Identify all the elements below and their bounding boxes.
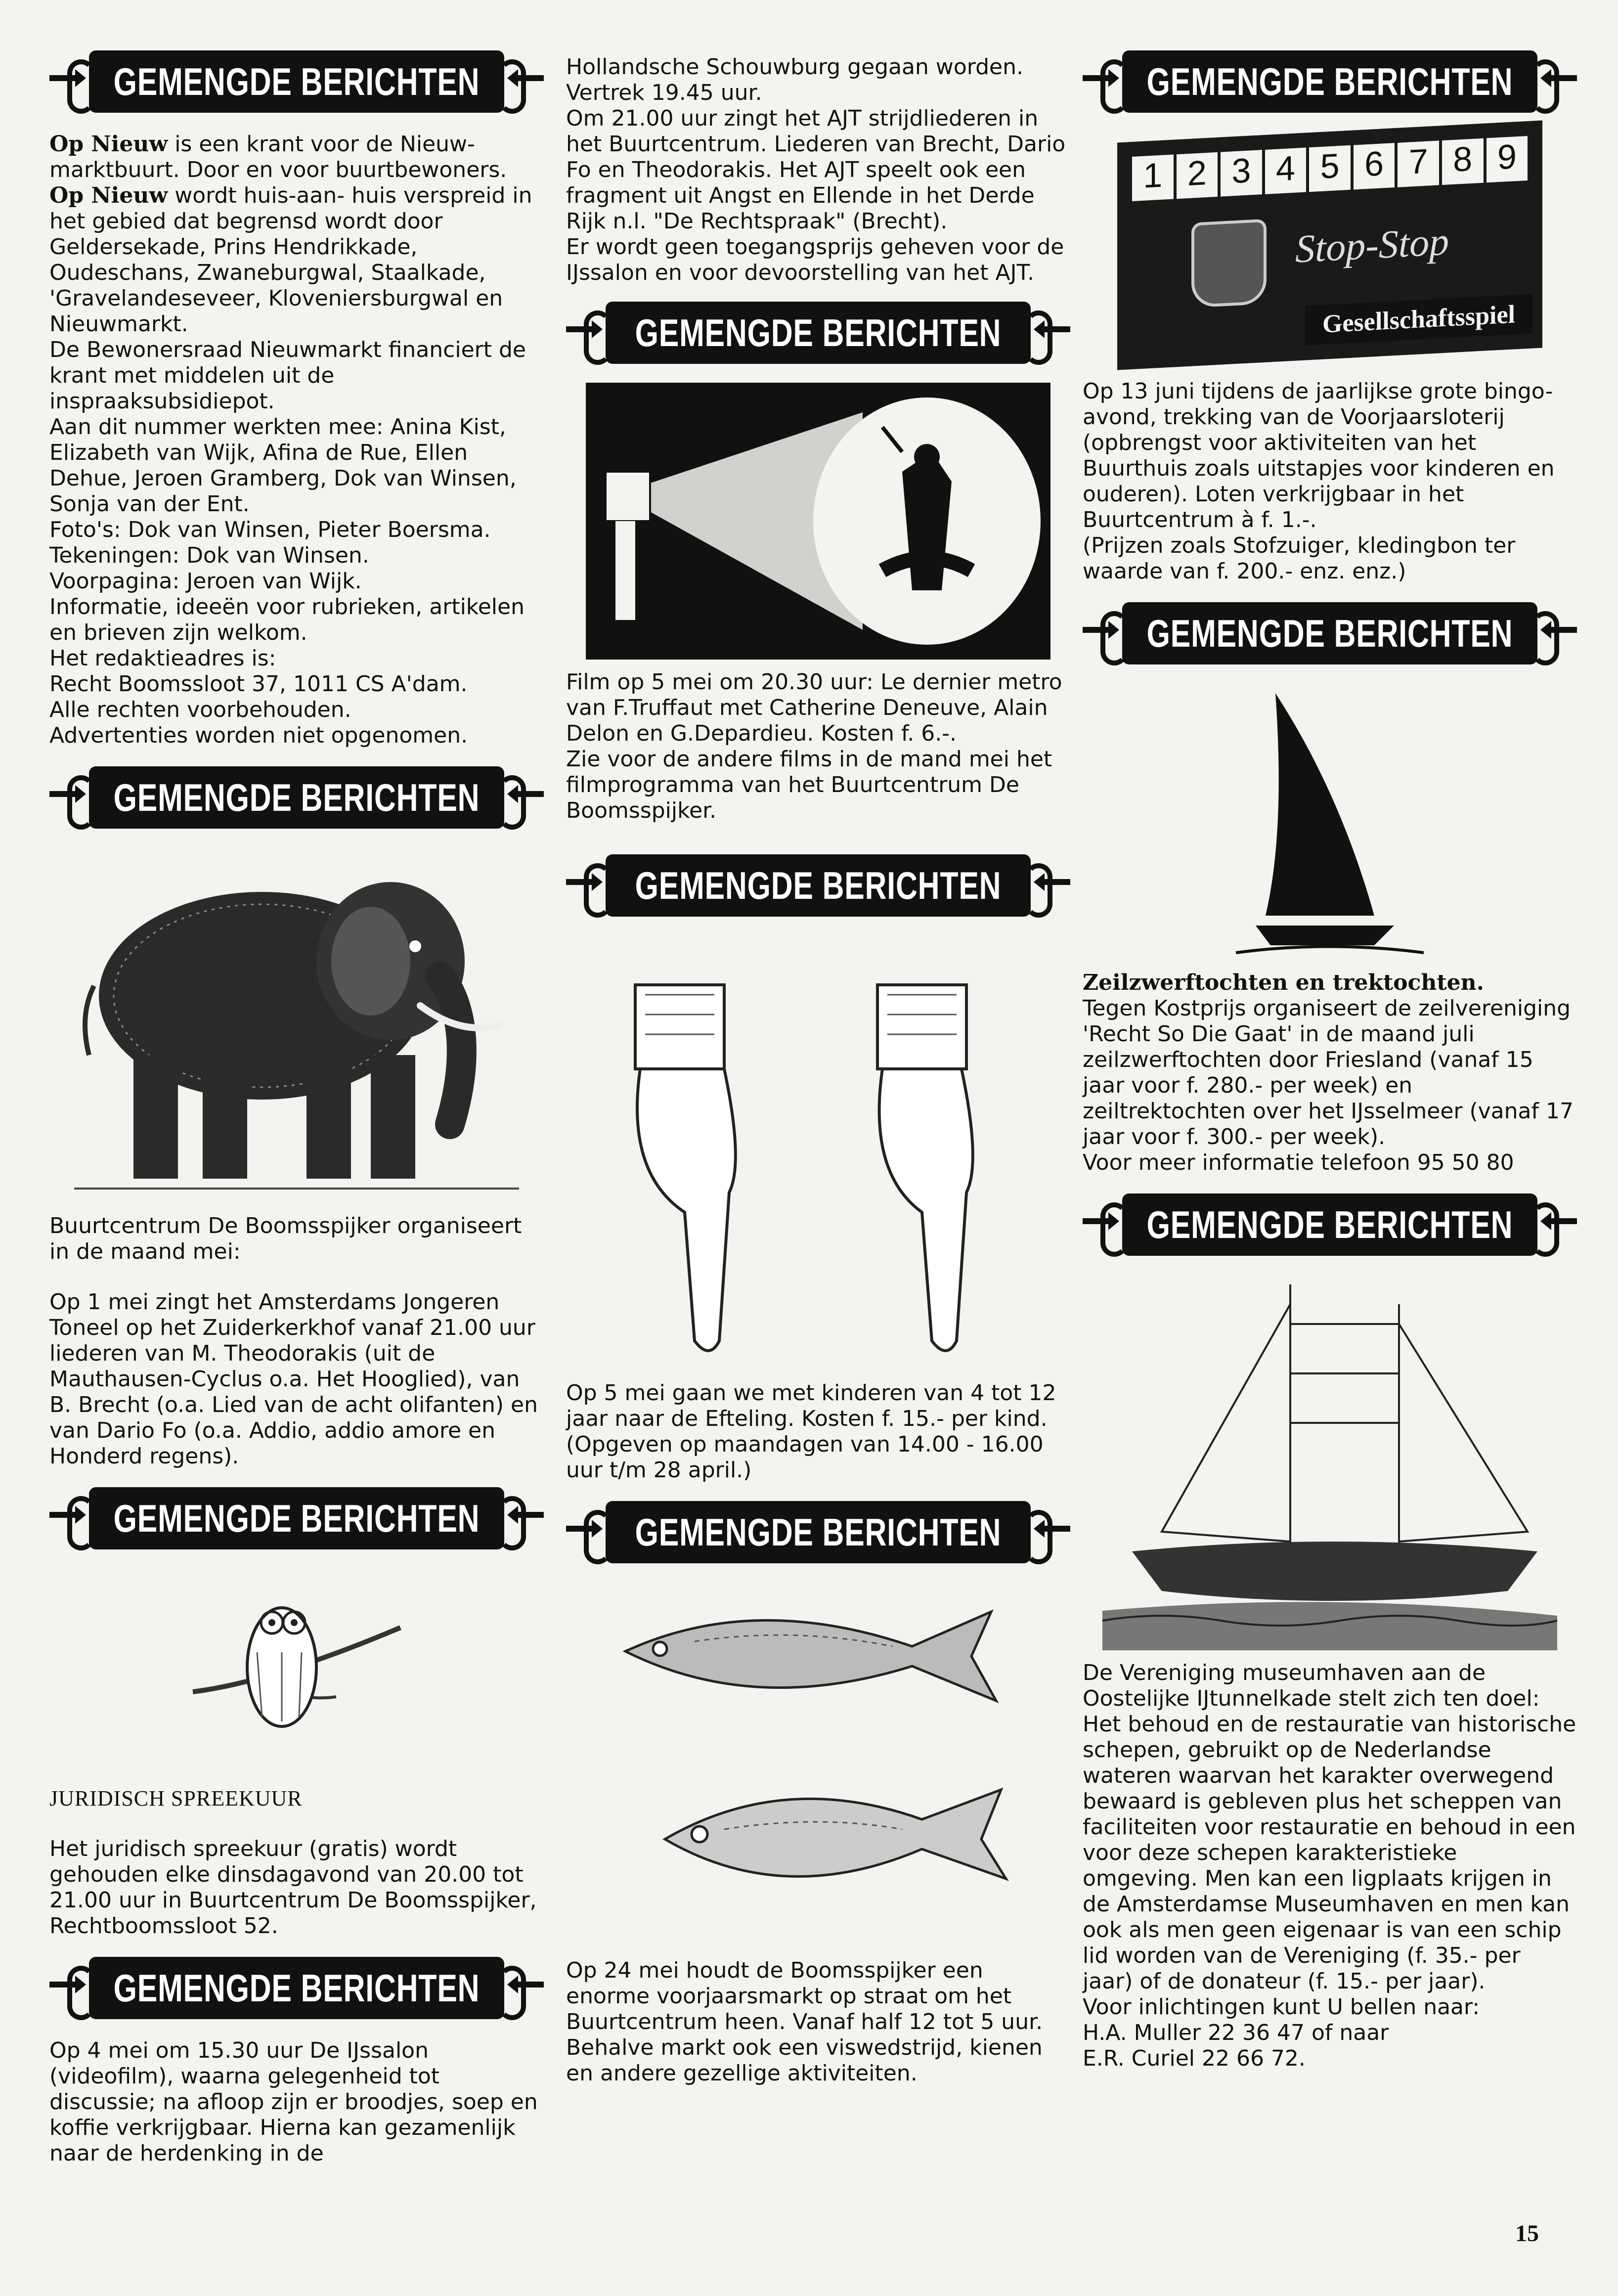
- section-banner: [1083, 596, 1577, 670]
- game-number: 1: [1132, 155, 1174, 201]
- banner-arrow-right-icon: [514, 791, 544, 797]
- credits-line: Voorpagina: Jeroen van Wijk.: [49, 569, 362, 594]
- dice-cup-icon: [1191, 219, 1267, 308]
- sailboat-illustration: [1206, 683, 1453, 960]
- banner-label: GEMENGDE BERICHTEN: [635, 310, 1002, 354]
- banner-label: GEMENGDE BERICHTEN: [1146, 59, 1513, 103]
- section-banner: [49, 44, 544, 119]
- zeil-title: Zeilzwerftochten en trektochten.: [1083, 970, 1484, 995]
- banner-label: GEMENGDE BERICHTEN: [113, 1966, 480, 2010]
- credits-line: Tekeningen: Dok van Winsen.: [49, 543, 369, 568]
- banner-arrow-right-icon: [1547, 75, 1577, 81]
- board-game-illustration: [1117, 120, 1542, 370]
- banner-arrow-right-icon: [1547, 627, 1577, 633]
- museum-paragraph: De Vereniging museumhaven aan de Oostelijke IJtunnelkade stelt zich ten doel: Het behoud en de restauratie van historische schepen, gebruikt op de Nederlandse wateren waarvan het karakter overwegend bewaard is gebleven plus het scheppen van faciliteiten voor restauratie en behoud in een voor deze schepen karakteristieke omgeving. Men kan een ligplaats krijgen in de Amsterdamse Museumhaven en men kan ook als men geen eigenaar is van een schip lid worden van de Vereniging (f. 35.- per jaar) of de donateur (f. 15.- per jaar).: [1083, 1660, 1576, 1994]
- credits-line: Advertenties worden niet opgenomen.: [49, 723, 468, 748]
- section-banner: [566, 1495, 1070, 1569]
- contact-line: H.A. Muller 22 36 47 of naar: [1083, 2020, 1389, 2045]
- banner-arrow-right-icon: [1547, 1218, 1577, 1224]
- credits-line: Recht Boomssloot 37, 1011 CS A'dam.: [49, 671, 468, 697]
- game-title: Stop-Stop: [1295, 220, 1449, 271]
- section-banner: [566, 848, 1070, 923]
- credits-line: Foto's: Dok van Winsen, Pieter Boersma.: [49, 517, 491, 542]
- elephant-illustration: [74, 847, 519, 1203]
- banner-label: GEMENGDE BERICHTEN: [1146, 611, 1513, 655]
- column-left: [49, 44, 544, 2166]
- may4-paragraph: Op 4 mei om 15.30 uur De IJssalon (videofilm), waarna gelegenheid tot discussie; na afloop zijn er broodjes, soep en koffie verkrijgbaar. Hierna kan gezamenlijk naar de herdenking in de: [49, 2038, 538, 2166]
- sailing-ship-illustration: [1102, 1275, 1557, 1650]
- credits-line: Aan dit nummer werkten mee: Anina Kist, Elizabeth van Wijk, Afina de Rue, Ellen Dehue, Jeroen Gramberg, Dok van Winsen, Sonja van der Ent.: [49, 414, 517, 517]
- game-number: 4: [1265, 148, 1307, 194]
- banner-arrow-right-icon: [1041, 879, 1070, 885]
- game-number: 5: [1309, 145, 1351, 192]
- bingo-paragraph: Op 13 juni tijdens de jaarlijkse grote bingo-avond, trekking van de Voorjaarsloterij (opbrengst voor aktiviteiten van het Buurthuis zoals uitstapjes voor kinderen en ouderen). Loten verkrijgbaar in het Buurtcentrum à f. 1.-.: [1083, 379, 1555, 532]
- banner-arrow-right-icon: [514, 75, 544, 81]
- info-phone: Voor meer informatie telefoon 95 50 80: [1083, 1150, 1514, 1175]
- credits-line: De Bewonersraad Nieuwmarkt financiert de krant met middelen uit de inspraaksubsidiepot.: [49, 337, 526, 414]
- banner-label: GEMENGDE BERICHTEN: [113, 1496, 480, 1540]
- banner-arrow-right-icon: [1041, 326, 1070, 332]
- section-banner: [566, 296, 1070, 370]
- section-banner: [1083, 44, 1577, 119]
- section-banner: [49, 1951, 544, 2025]
- ajt-paragraph: Om 21.00 uur zingt het AJT strijdliederen in het Buurtcentrum. Liederen van Brecht, Dario Fo en Theodorakis. Het AJT speelt ook een fragment uit Angst en Ellende in het Derde Rijk n.l. "De Rechtspraak" (Brecht).: [566, 106, 1066, 234]
- juridisch-title: JURIDISCH SPREEKUUR: [49, 1786, 303, 1810]
- section-banner: [49, 1481, 544, 1555]
- game-number: 6: [1354, 143, 1395, 189]
- zeil-paragraph: Tegen Kostprijs organiseert de zeilvereniging 'Recht So Die Gaat' in de maand juli zeilzwerftochten door Friesland (vanaf 15 jaar voor f. 280.- per week) en zeiltrektochten over het IJsselmeer (vanaf 17 jaar voor f. 300.- per week).: [1083, 996, 1574, 1149]
- markt-paragraph: Op 24 mei houdt de Boomsspijker een enorme voorjaarsmarkt op straat om het Buurtcentrum heen. Vanaf half 12 tot 5 uur. Behalve markt ook een viswedstrijd, kienen en andere gezellige aktiviteiten.: [566, 1958, 1043, 2086]
- credits-line: Alle rechten voorbehouden.: [49, 697, 351, 722]
- game-number: 7: [1398, 140, 1439, 187]
- schouwburg-paragraph: Hollandsche Schouwburg gegaan worden. Vertrek 19.45 uur.: [566, 54, 1023, 105]
- pointing-hands-illustration: [596, 935, 1041, 1370]
- banner-label: GEMENGDE BERICHTEN: [113, 59, 480, 103]
- projector-illustration: [586, 383, 1050, 660]
- prijzen-paragraph: (Prijzen zoals Stofzuiger, kledingbon ter waarde van f. 200.- enz. enz.): [1083, 533, 1516, 584]
- juridisch-paragraph: Het juridisch spreekuur (gratis) wordt gehouden elke dinsdagavond van 20.00 tot 21.00 uur in Buurtcentrum De Boomsspijker, Rechtboomssloot 52.: [49, 1836, 537, 1939]
- fish-illustration: [596, 1582, 1041, 1948]
- efteling-paragraph: Op 5 mei gaan we met kinderen van 4 tot 12 jaar naar de Efteling. Kosten f. 15.- per kind. (Opgeven op maandagen van 14.00 - 16.00 uur t/m 28 april.): [566, 1380, 1056, 1483]
- films-paragraph: Zie voor de andere films in de mand mei het filmprogramma van het Buurtcentrum De Boomsspijker.: [566, 747, 1052, 823]
- banner-label: GEMENGDE BERICHTEN: [113, 775, 480, 819]
- game-number: 3: [1221, 150, 1262, 196]
- game-number: 2: [1177, 152, 1218, 199]
- game-number: 9: [1487, 136, 1528, 182]
- banner-label: GEMENGDE BERICHTEN: [635, 863, 1002, 907]
- banner-label: GEMENGDE BERICHTEN: [635, 1510, 1002, 1554]
- owl-illustration: [173, 1568, 420, 1776]
- game-label: Gesellschaftsspiel: [1305, 294, 1532, 346]
- free-entry-paragraph: Er wordt geen toegangsprijs geheven voor de IJssalon en voor devoorstelling van het AJT.: [566, 234, 1064, 285]
- game-number: 8: [1442, 138, 1484, 185]
- contact-intro: Voor inlichtingen kunt U bellen naar:: [1083, 1994, 1480, 2020]
- banner-arrow-right-icon: [514, 1982, 544, 1987]
- credits-line: Informatie, ideeën voor rubrieken, artikelen en brieven zijn welkom.: [49, 594, 525, 645]
- column-middle: [566, 54, 1070, 2086]
- contact-line: E.R. Curiel 22 66 72.: [1083, 2046, 1306, 2071]
- film-paragraph: Film op 5 mei om 20.30 uur: Le dernier metro van F.Truffaut met Catherine Deneuve, Alain Delon en G.Depardieu. Kosten f. 6.-.: [566, 669, 1062, 746]
- section-banner: [1083, 1188, 1577, 1262]
- banner-label: GEMENGDE BERICHTEN: [1146, 1202, 1513, 1246]
- may1-paragraph: Op 1 mei zingt het Amsterdams Jongeren Toneel op het Zuiderkerkhof vanaf 21.00 uur liederen van M. Theodorakis (uit de Mauthausen-Cyclus o.a. Het Hooglied), van B. Brecht (o.a. Lied van de acht olifanten) en van Dario Fo (o.a. Addio, addio amore en Honderd regens).: [49, 1289, 538, 1469]
- banner-arrow-right-icon: [514, 1512, 544, 1518]
- section-banner: [49, 760, 544, 835]
- page-number: 15: [1515, 2220, 1539, 2247]
- intro-paragraph: Op Nieuw is een krant voor de Nieuw-marktbuurt. Door en voor buurtbewoners. Op Nieuw wordt huis-aan- huis verspreid in het gebied dat begrensd wordt door Geldersekade, Prins Hendrikkade, Oudeschans, Zwaneburgwal, Staalkade, 'Gravelandeseveer, Kloveniersburgwal en Nieuwmarkt.: [49, 132, 532, 337]
- credits-line: Het redaktieadres is:: [49, 646, 276, 671]
- banner-arrow-right-icon: [1041, 1526, 1070, 1532]
- column-right: [1083, 44, 1577, 2072]
- boomsspijker-intro: Buurtcentrum De Boomsspijker organiseert in de maand mei:: [49, 1213, 522, 1264]
